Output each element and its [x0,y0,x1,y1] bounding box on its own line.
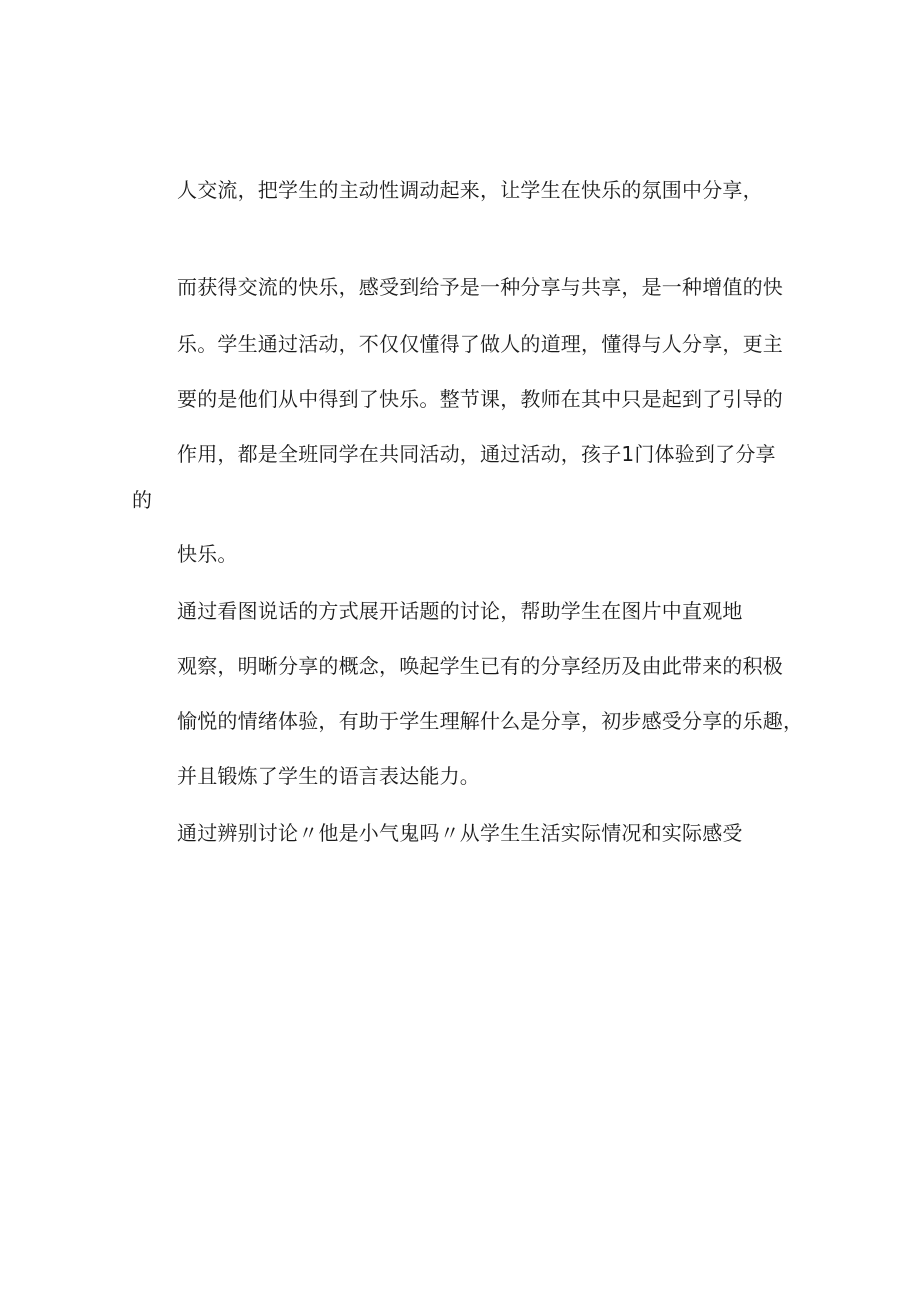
text-line-5: 作用，都是全班同学在共同活动，通过活动，孩子1门体验到了分享 [177,442,776,466]
text-line-2: 而获得交流的快乐，感受到给予是一种分享与共享，是一种增值的快 [177,275,783,299]
text-line-7: 快乐。 [177,542,238,566]
text-line-8: 通过看图说话的方式展开话题的讨论，帮助学生在图片中直观地 [177,599,743,623]
text-line-3: 乐。学生通过活动，不仅仅懂得了做人的道理，懂得与人分享，更主 [177,332,783,356]
text-line-1: 人交流，把学生的主动性调动起来，让学生在快乐的氛围中分享， [177,178,763,202]
text-line-6: 的 [132,488,153,512]
text-line-11: 并且锻炼了学生的语言表达能力。 [177,764,480,788]
text-line-10: 愉悦的情绪体验，有助于学生理解什么是分享，初步感受分享的乐趣， [177,709,804,733]
text-line-12: 通过辨别讨论〃他是小气鬼吗〃从学生生活实际情况和实际感受 [177,821,743,845]
text-line-9: 观察，明晰分享的概念，唤起学生已有的分享经历及由此带来的积极 [177,654,783,678]
text-line-4: 要的是他们从中得到了快乐。整节课，教师在其中只是起到了引导的 [177,387,783,411]
